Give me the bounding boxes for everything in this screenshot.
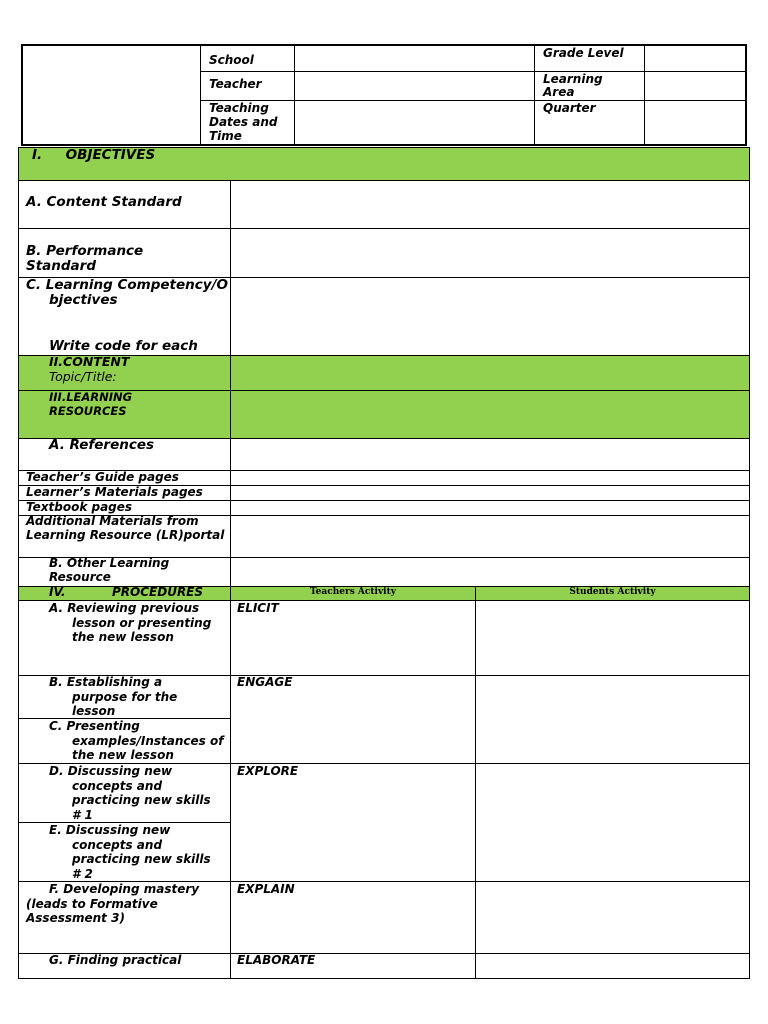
learners-materials-field[interactable] <box>231 486 749 500</box>
learning-area-field[interactable] <box>645 72 744 99</box>
header-divider <box>534 44 535 146</box>
phase-engage: ENGAGE <box>237 675 293 689</box>
write-code-label: Write code for each <box>49 338 198 354</box>
quarter-field[interactable] <box>645 101 744 144</box>
table-border <box>18 147 19 979</box>
procedure-a: A. Reviewing previous lesson or presenting the new lesson <box>49 601 212 644</box>
textbook-pages-field[interactable] <box>231 501 749 515</box>
phase-explain: EXPLAIN <box>237 882 295 896</box>
phase-explore: EXPLORE <box>237 764 299 778</box>
school-field[interactable] <box>295 46 533 70</box>
procedure-c: C. Presenting examples/Instances of the new lesson <box>49 719 224 762</box>
additional-materials-label: Additional Materials from Learning Resource (LR)portal <box>26 514 225 542</box>
references-label: A. References <box>49 437 155 453</box>
students-activity-g-field[interactable] <box>476 954 749 978</box>
students-activity-a-field[interactable] <box>476 601 749 675</box>
grade-level-label: Grade Level <box>543 46 624 60</box>
learning-competency-field[interactable] <box>231 278 749 355</box>
grade-level-field[interactable] <box>645 46 744 70</box>
procedure-b: B. Establishing a purpose for the lesson <box>49 675 178 718</box>
content-standard-field[interactable] <box>231 181 749 228</box>
other-resource-label: B. Other Learning Resource <box>49 556 170 584</box>
students-activity-de-field[interactable] <box>476 764 749 881</box>
school-label: School <box>209 53 254 67</box>
header-divider <box>200 44 201 146</box>
row-line <box>18 978 750 979</box>
students-activity-header: Students Activity <box>569 587 656 597</box>
procedure-e: E. Discussing new concepts and practicing new skills # 2 <box>49 823 211 881</box>
textbook-pages-label: Textbook pages <box>26 500 133 514</box>
teachers-activity-header: Teachers Activity <box>310 587 396 597</box>
objectives-heading: I. OBJECTIVES <box>32 147 156 163</box>
teacher-label: Teacher <box>209 77 262 91</box>
content-standard-label: A. Content Standard <box>26 194 182 210</box>
topic-title-label: Topic/Title: <box>49 369 117 384</box>
teaching-dates-field[interactable] <box>295 101 533 144</box>
learning-resources-heading: III.LEARNING RESOURCES <box>49 390 133 418</box>
learners-materials-label: Learner’s Materials pages <box>26 485 203 499</box>
learning-area-label: Learning Area <box>543 72 603 99</box>
learning-competency-label: C. Learning Competency/Objectives <box>26 277 228 308</box>
content-heading: II.CONTENT <box>49 354 130 369</box>
table-border <box>749 147 750 979</box>
procedures-num: IV. <box>49 585 66 599</box>
teaching-dates-label: Teaching Dates and Time <box>209 101 278 143</box>
teachers-guide-field[interactable] <box>231 471 749 485</box>
performance-standard-field[interactable] <box>231 229 749 277</box>
teachers-guide-label: Teacher’s Guide pages <box>26 470 179 484</box>
procedures-heading: PROCEDURES <box>112 585 204 599</box>
other-resource-field[interactable] <box>231 558 749 586</box>
phase-elicit: ELICIT <box>237 601 279 615</box>
phase-elaborate: ELABORATE <box>237 953 316 967</box>
topic-title-field[interactable] <box>231 356 749 390</box>
quarter-label: Quarter <box>543 101 596 115</box>
teacher-field[interactable] <box>295 72 533 99</box>
students-activity-bc-field[interactable] <box>476 676 749 763</box>
students-activity-f-field[interactable] <box>476 882 749 953</box>
procedure-g: G. Finding practical <box>49 953 182 967</box>
additional-materials-field[interactable] <box>231 516 749 557</box>
procedure-f: F. Developing mastery (leads to Formative Assessment 3) <box>26 882 200 925</box>
procedure-d: D. Discussing new concepts and practicing new skills # 1 <box>49 764 211 822</box>
references-field[interactable] <box>231 439 749 470</box>
performance-standard-label: B. Performance Standard <box>26 243 144 274</box>
